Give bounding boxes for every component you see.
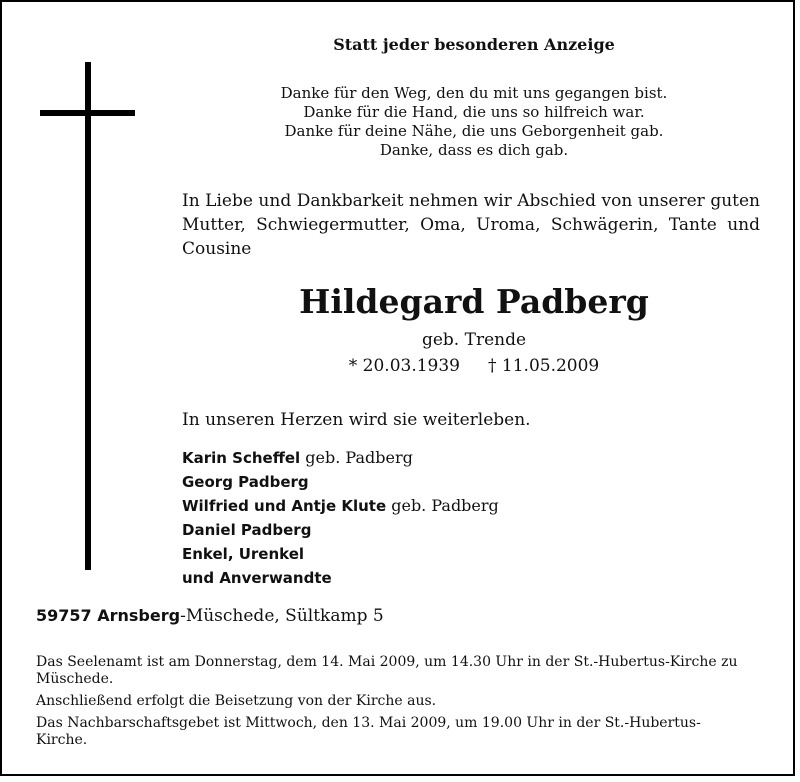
family-address [36,606,776,626]
obituary-heading: Statt jeder besonderen Anzeige [333,35,615,54]
closing-text: In unseren Herzen wird sie weiterleben. [182,410,531,430]
family-member: Karin Scheffel geb. Padberg [182,448,413,467]
deceased-name: Hildegard Padberg [299,282,649,321]
cross-icon [85,62,91,570]
family-list [182,446,766,590]
note-burial: Anschließend erfolgt die Beisetzung von der Kirche aus. [36,693,437,709]
note-requiem: Das Seelenamt ist am Donnerstag, dem 14. Mai 2009, um 14.30 Uhr in der St.-Hubertus-Kirche zu Müschede. [36,654,738,687]
family-member: Wilfried und Antje Klute geb. Padberg [182,496,499,515]
verse-block [182,84,766,160]
verse-line: Danke für deine Nähe, die uns Geborgenheit gab. [284,122,664,140]
service-notes [36,654,740,754]
cross-icon-bar [40,110,135,116]
birth-date: * 20.03.1939 [348,356,460,376]
address-street: -Müschede, Sültkamp 5 [180,606,384,626]
verse-line: Danke, dass es dich gab. [379,141,569,159]
family-member: und Anverwandte [182,569,332,587]
address-city: 59757 Arnsberg [36,606,181,625]
life-dates [182,356,766,376]
family-member: Enkel, Urenkel [182,545,305,563]
birth-name: geb. Trende [421,330,527,350]
intro-text: In Liebe und Dankbarkeit nehmen wir Abschied von unserer guten Mutter, Schwiegermutter, Oma, Uroma, Schwägerin, Tante und Cousine [182,191,760,259]
family-member: Georg Padberg [182,473,309,491]
death-date: † 11.05.2009 [488,356,600,376]
note-prayer: Das Nachbarschaftsgebet ist Mittwoch, den 13. Mai 2009, um 19.00 Uhr in der St.-Hubertus-Kirche. [36,715,701,748]
verse-line: Danke für die Hand, die uns so hilfreich war. [303,103,645,121]
family-member: Daniel Padberg [182,521,312,539]
verse-line: Danke für den Weg, den du mit uns gegangen bist. [280,84,668,102]
